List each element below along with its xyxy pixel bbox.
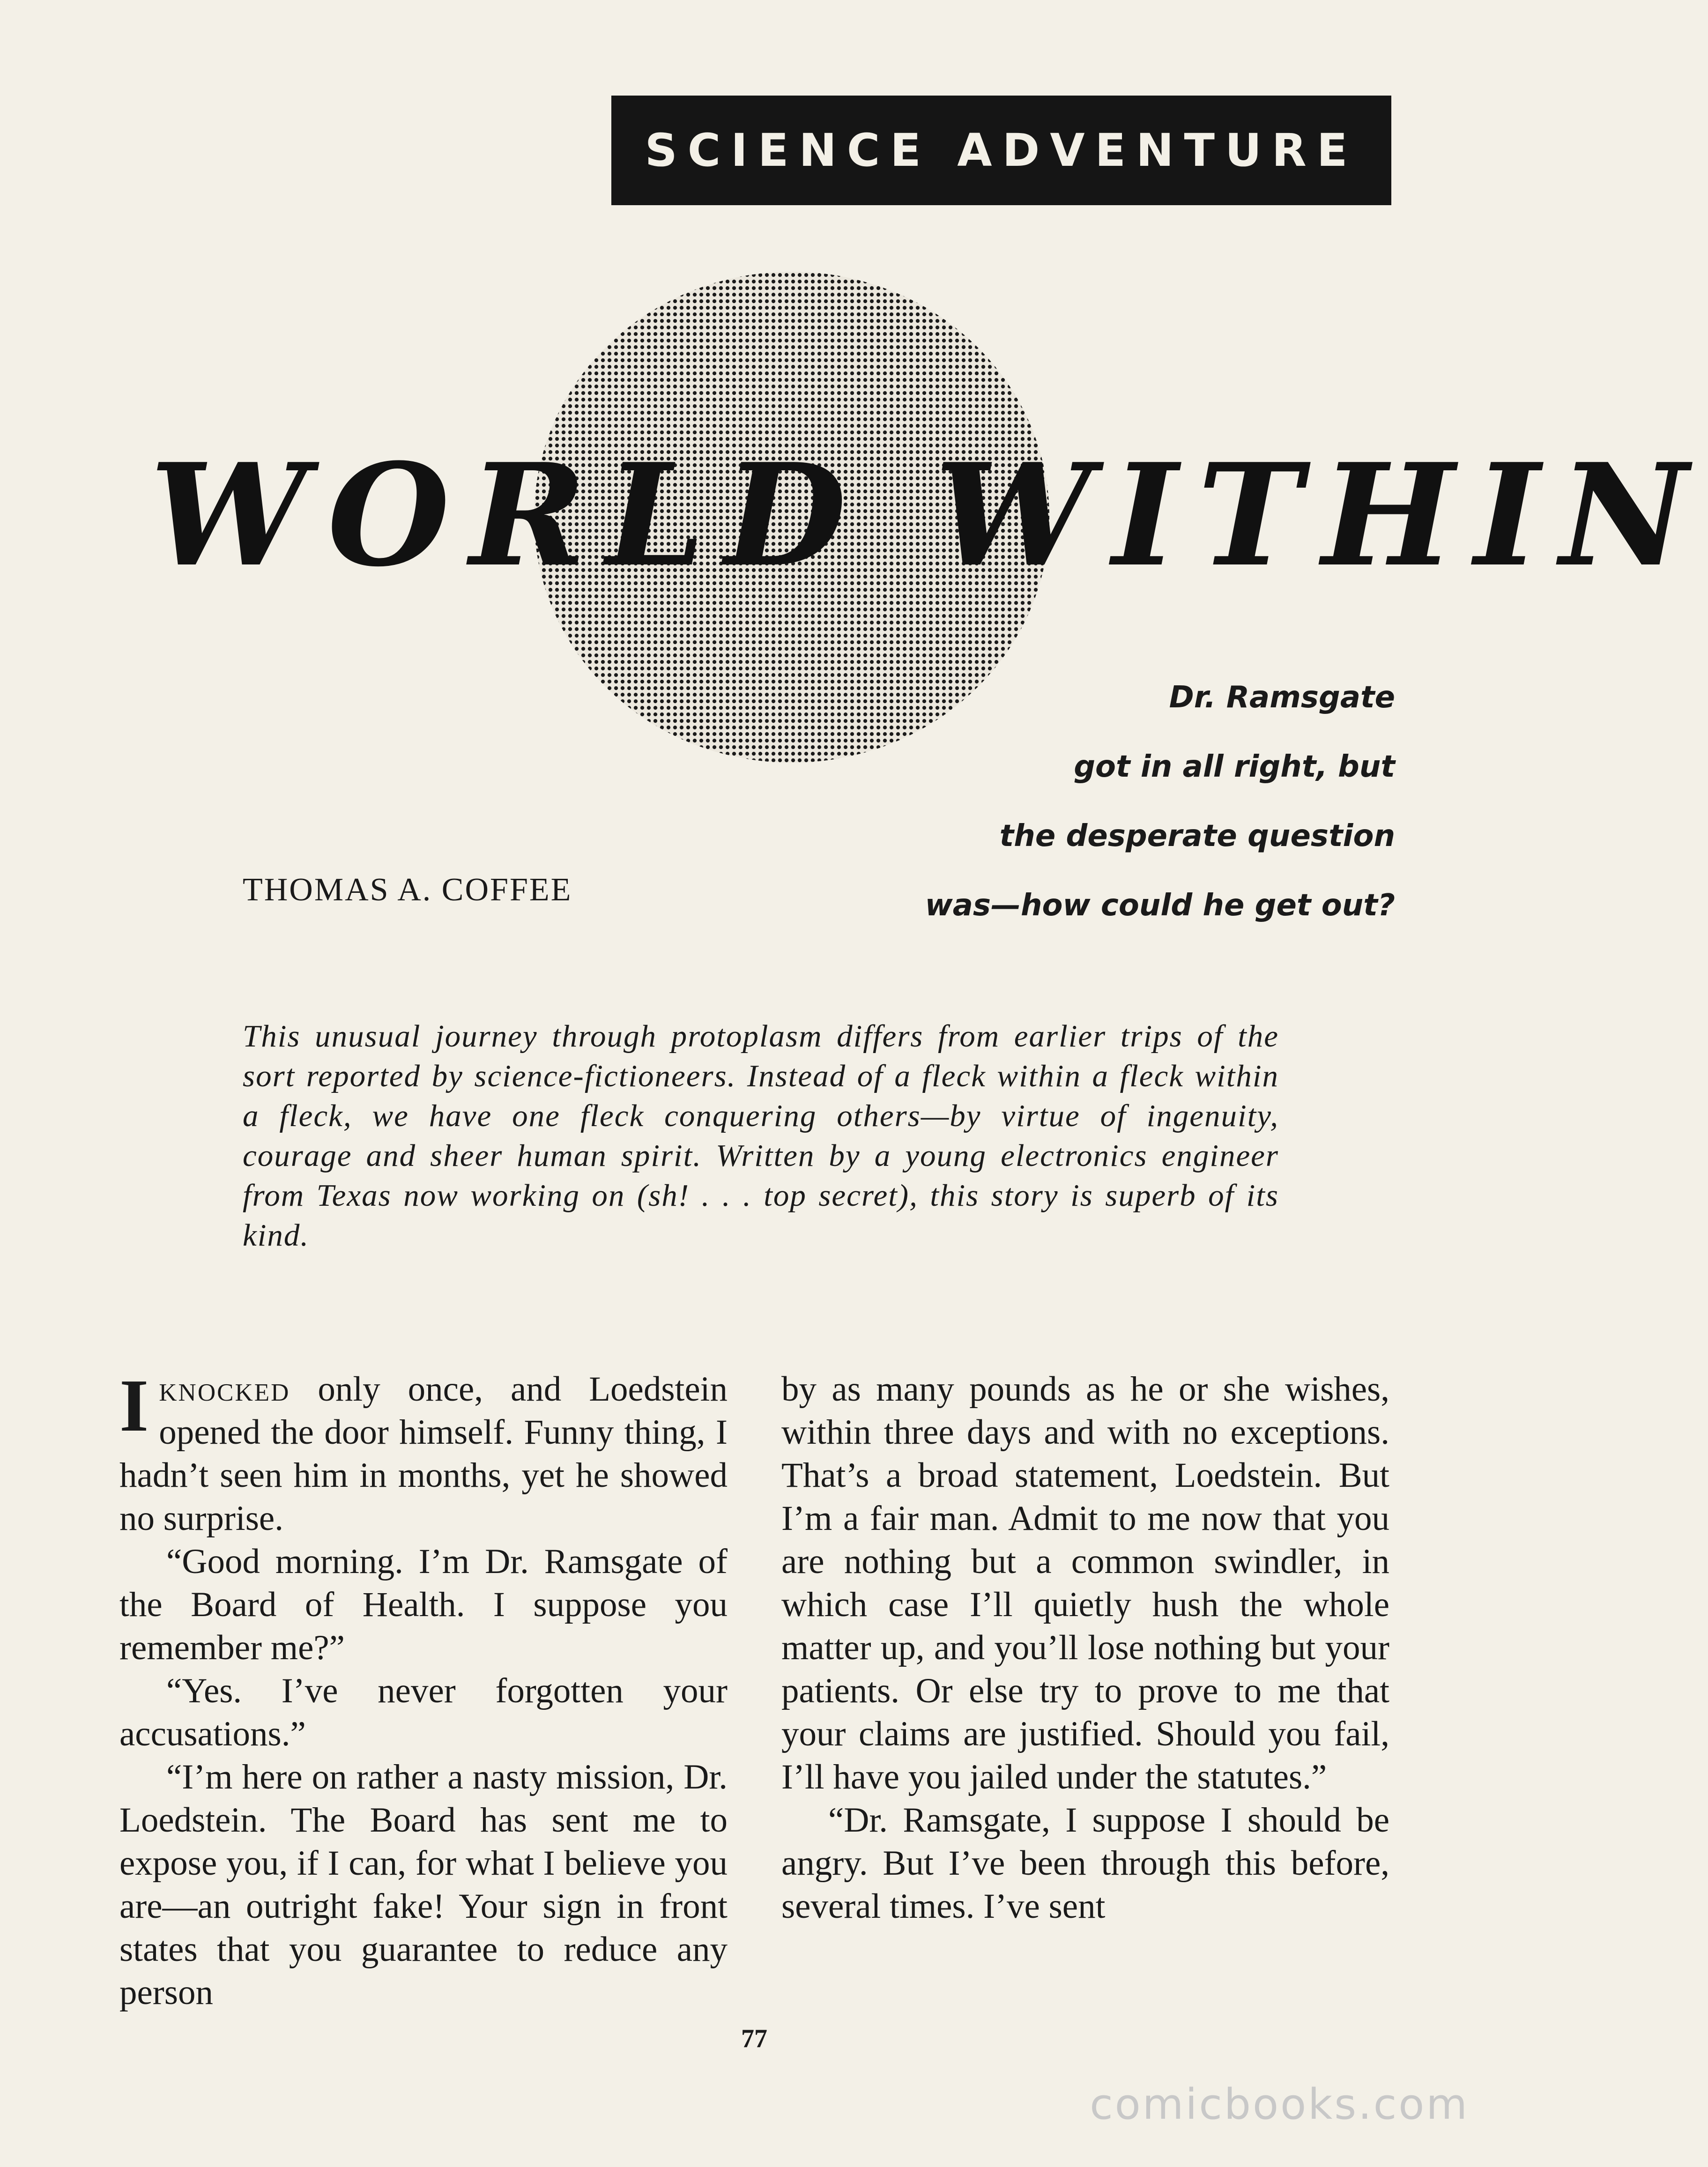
author-byline: THOMAS A. COFFEE [243,872,572,908]
tagline-line: was—how could he get out? [925,888,1395,923]
story-title: WORLD WITHIN [150,432,1708,598]
story-intro: This unusual journey through protoplasm differs from earlier trips of the sort reported by science-fictioneers. Instead of a fleck within a fleck within a fleck, we have one fleck conquering others—by virtue of ingenuity, courage and sheer human spirit. Written by a young electronics engineer from Texas now working on (sh! . . . top secret), this story is superb of its kind. [243,1019,1279,1253]
body-column-left [119,1364,728,2014]
paragraph-text: only once, and Loedstein opened the door himself. Funny thing, I hadn’t seen him in months, yet he showed no surprise. [119,1370,728,1538]
paragraph: “Dr. Ramsgate, I suppose I should be angry. But I’ve been through this before, several times. I’ve sent [781,1801,1389,1926]
site-watermark: comicbooks.com [1090,2080,1469,2129]
paragraph: “Good morning. I’m Dr. Ramsgate of the Board of Health. I suppose you remember me?” [119,1542,728,1667]
drop-cap: I [119,1364,149,1447]
tagline-line: got in all right, but [1074,750,1395,784]
story-tagline [833,663,1395,940]
lead-word: knocked [159,1370,290,1409]
section-banner-label: SCIENCE ADVENTURE [645,124,1358,177]
tagline-line: Dr. Ramsgate [1169,680,1395,715]
section-banner [611,96,1391,205]
paragraph: “I’m here on rather a nasty mission, Dr. Loedstein. The Board has sent me to expose you, if I can, for what I believe you are—an outright fake! Your sign in front states that you guarantee to reduce any person [119,1758,728,2012]
body-column-right [781,1368,1389,1928]
paragraph [119,1364,728,1540]
paragraph: “Yes. I’ve never forgotten your accusations.” [119,1671,728,1753]
tagline-line: the desperate question [999,819,1395,853]
paragraph: by as many pounds as he or she wishes, within three days and with no exceptions. That’s a broad statement, Loedstein. But I’m a fair man. Admit to me now that you are nothing but a common swindler, in which case I’ll quietly hush the whole matter up, and you’ll lose nothing but your patients. Or else try to prove to me that your claims are justified. Should you fail, I’ll have you jailed under the statutes.” [781,1370,1389,1796]
page-number: 77 [741,2024,767,2053]
